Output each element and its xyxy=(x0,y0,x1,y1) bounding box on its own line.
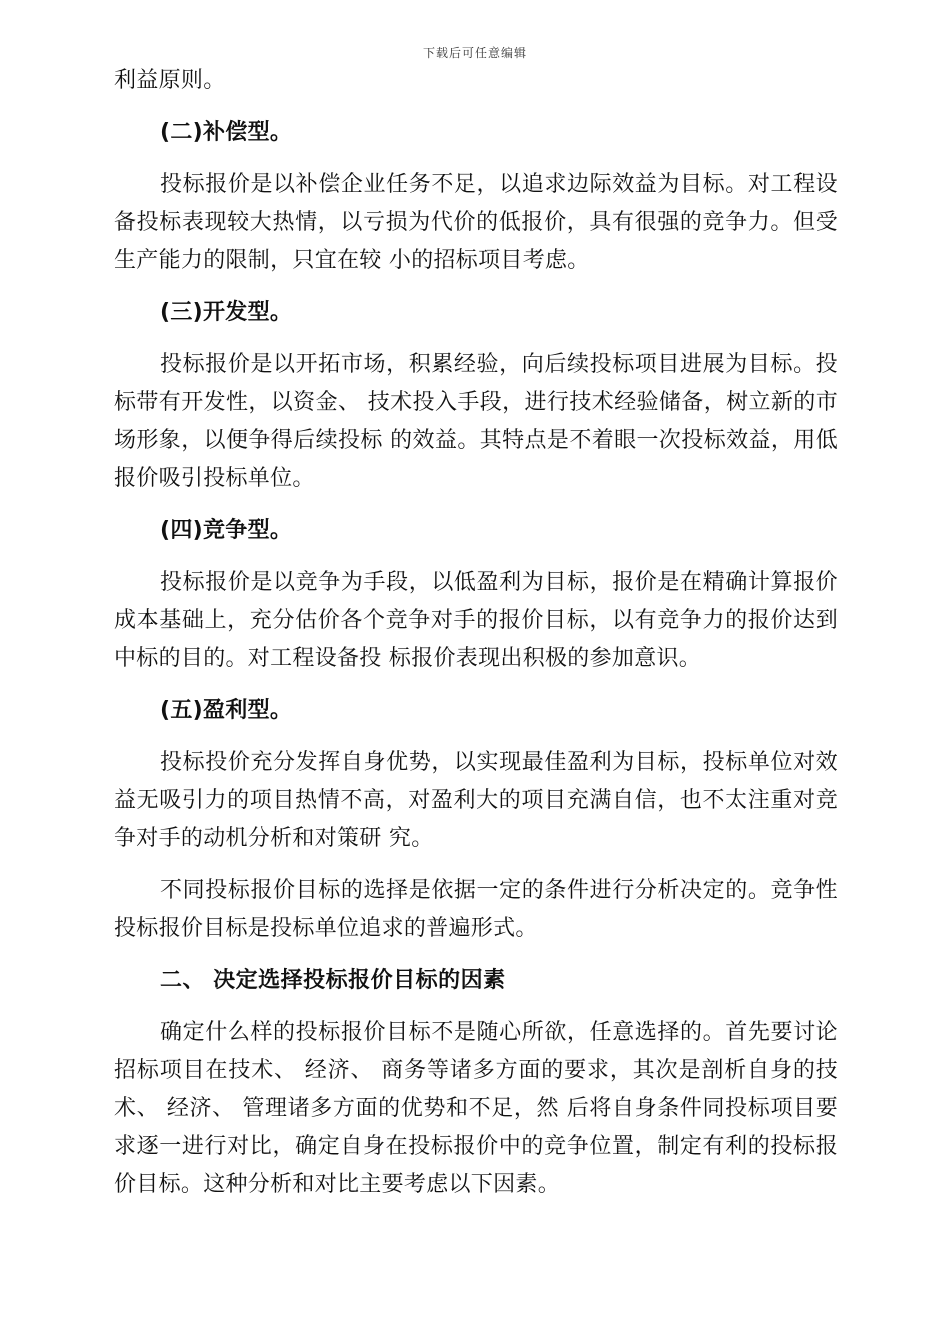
paragraph-summary: 不同投标报价目标的选择是依据一定的条件进行分析决定的。竞争性投标报价目标是投标单位追求的普遍形式。 xyxy=(114,878,838,941)
heading-compensation-type: (二)补偿型。 xyxy=(160,120,293,145)
paragraph-development: 投标报价是以开拓市场，积累经验，向后续投标项目进展为目标。投标带有开发性，以资金、 技术投入手段，进行技术经验储备，树立新的市场形象，以便争得后续投标 的效益。其特点是不着眼一次投标效益，用低报价吸引投标单位。 xyxy=(114,352,838,491)
paragraph-competitive: 投标报价是以竞争为手段，以低盈利为目标，报价是在精确计算报价成本基础上，充分估价各个竞争对手的报价目标，以有竞争力的报价达到中标的目的。对工程设备投 标报价表现出积极的参加意识。 xyxy=(114,570,838,671)
section-heading-factors: 二、 决定选择投标报价目标的因素 xyxy=(160,968,506,993)
paragraph-profit: 投标投价充分发挥自身优势，以实现最佳盈利为目标，投标单位对效益无吸引力的项目热情不高，对盈利大的项目充满自信，也不太注重对竞争对手的动机分析和对策研 究。 xyxy=(114,750,838,851)
paragraph-compensation: 投标报价是以补偿企业任务不足，以追求边际效益为目标。对工程设备投标表现较大热情，以亏损为代价的低报价，具有很强的竞争力。但受生产能力的限制，只宜在较 小的招标项目考虑。 xyxy=(114,172,838,273)
heading-profit-type: (五)盈利型。 xyxy=(160,698,293,723)
paragraph-factors: 确定什么样的投标报价目标不是随心所欲，任意选择的。首先要讨论招标项目在技术、 经济、 商务等诸多方面的要求，其次是剖析自身的技术、 经济、 管理诸多方面的优势和不足，然 后将自身条件同投标项目要求逐一进行对比，确定自身在投标报价中的竞争位置，制定有利的投标报价目标。这种分析和对比主要考虑以下因素。 xyxy=(114,1020,838,1197)
page-header: 下载后可任意编辑 xyxy=(422,46,527,60)
heading-competitive-type: (四)竞争型。 xyxy=(160,518,293,543)
paragraph-continued: 利益原则。 xyxy=(114,68,226,93)
heading-development-type: (三)开发型。 xyxy=(160,300,293,325)
document-body xyxy=(114,62,838,1218)
